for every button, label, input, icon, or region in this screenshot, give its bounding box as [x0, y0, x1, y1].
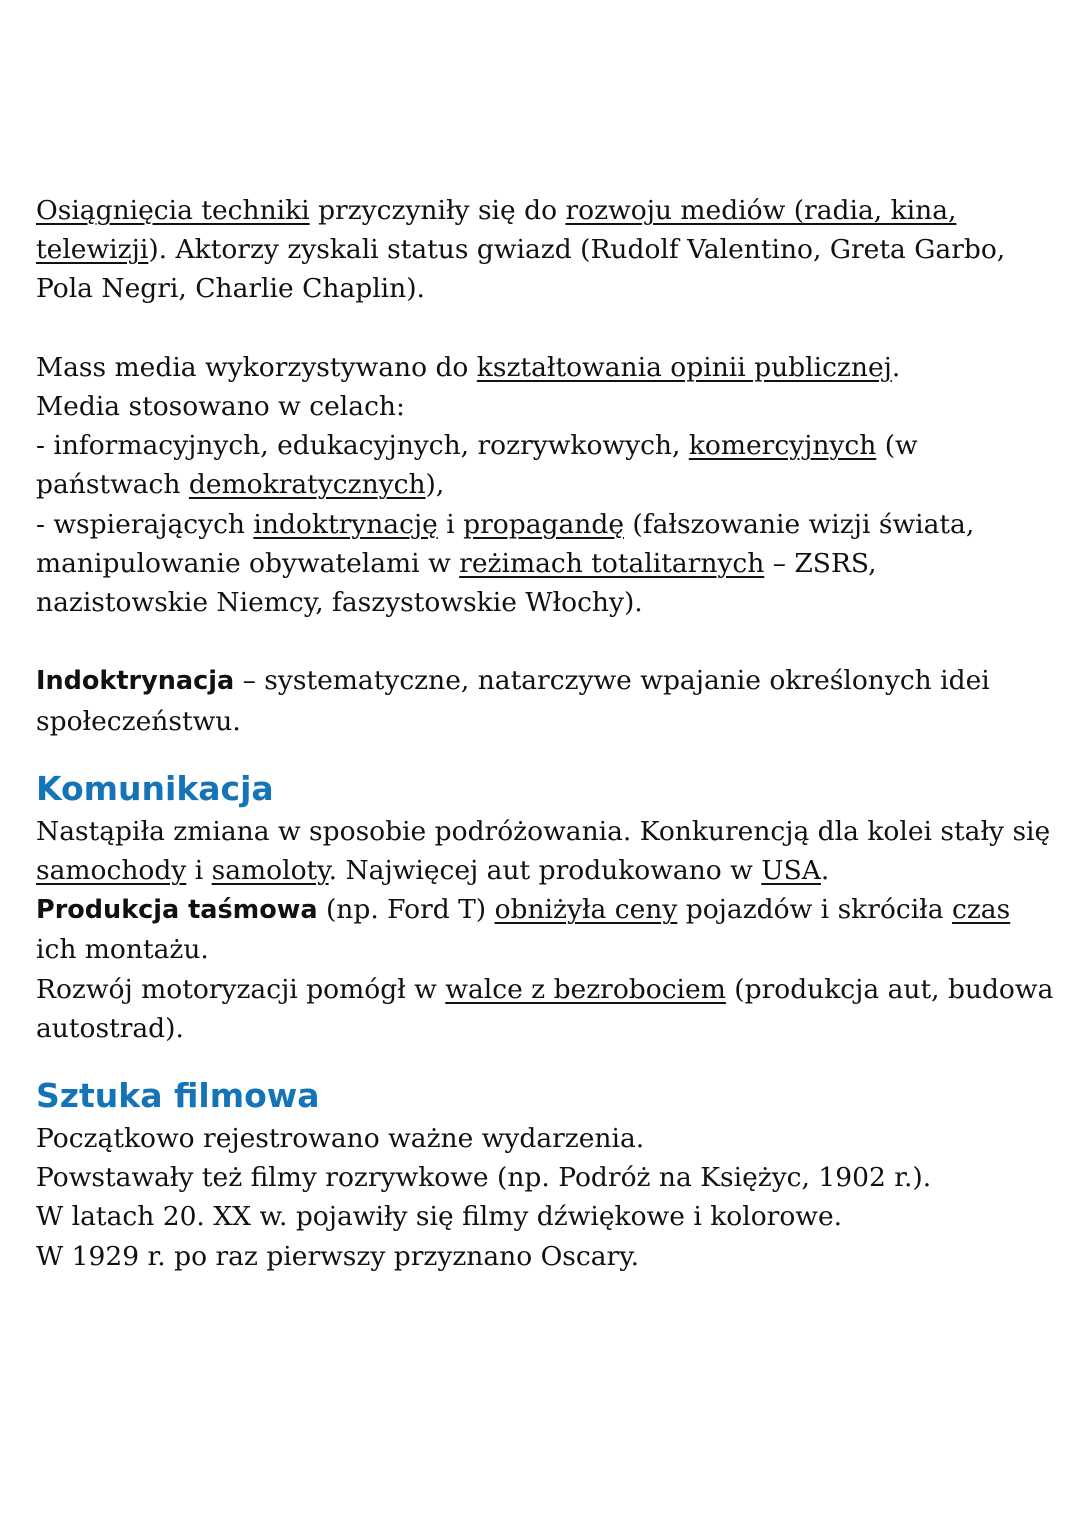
text-run: ), — [425, 469, 445, 501]
underlined-term: USA — [761, 855, 821, 887]
underlined-term: propagandę — [463, 508, 624, 540]
text-run: (w państwach — [36, 430, 918, 501]
text-run: – ZSRS, nazistowskie Niemcy, faszystowskie Włochy). — [36, 547, 877, 619]
definition-indoktrynacja — [36, 661, 1056, 740]
underlined-term: samoloty — [211, 855, 329, 887]
bold-term: Produkcja taśmowa — [36, 895, 318, 926]
text-line: W 1929 r. po raz pierwszy przyznano Oscary. — [36, 1240, 640, 1272]
underlined-term: Osiągnięcia techniki — [36, 195, 310, 226]
text-line: Powstawały też filmy rozrywkowe (np. Podróż na Księżyc, 1902 r.). — [36, 1162, 932, 1194]
film-paragraph — [36, 1119, 1056, 1276]
text-run: (produkcja aut, budowa autostrad). — [36, 973, 1054, 1044]
text-line: Początkowo rejestrowano ważne wydarzenia. — [36, 1123, 645, 1155]
text-run: pojazdów i skróciła — [677, 894, 952, 926]
text-run: Mass media wykorzystywano do — [36, 351, 477, 383]
underlined-term: reżimach totalitarnych — [459, 547, 765, 579]
media-paragraph-1 — [36, 191, 1056, 309]
text-run: Media stosowano w celach: — [36, 391, 405, 422]
text-run: i — [437, 508, 464, 540]
underlined-term: indoktrynację — [253, 508, 438, 540]
text-run: Rozwój motoryzacji pomógł w — [36, 973, 446, 1005]
text-run: przyczyniły się do — [309, 195, 566, 226]
document-page — [36, 191, 1056, 1276]
paragraph-gap — [36, 741, 1056, 766]
bold-term: Indoktrynacja — [36, 666, 235, 697]
text-run: - informacyjnych, edukacyjnych, rozrywkowych, — [36, 430, 689, 462]
paragraph-gap — [36, 309, 1056, 348]
text-run: (np. Ford T) — [317, 894, 495, 926]
underlined-term: samochody — [36, 855, 187, 887]
text-run: – systematyczne, natarczywe wpajanie określonych idei społeczeństwu. — [36, 665, 990, 737]
underlined-term: kształtowania opinii publicznej — [476, 351, 892, 383]
text-run: . — [820, 855, 830, 887]
paragraph-gap — [36, 1048, 1056, 1073]
text-run: (fałszowanie wizji świata, manipulowanie obywatelami w — [36, 508, 975, 579]
media-paragraph-2 — [36, 348, 1056, 622]
underlined-term: rozwoju mediów (radia, kina, telewizji — [36, 195, 957, 266]
text-run: Nastąpiła zmiana w sposobie podróżowania. Konkurencją dla kolei stały się — [36, 815, 1051, 847]
text-run: . — [891, 351, 901, 383]
underlined-term: demokratycznych — [188, 469, 426, 501]
paragraph-gap — [36, 622, 1056, 661]
underlined-term: walce z bezrobociem — [445, 973, 726, 1005]
text-run: - wspierających — [36, 508, 254, 540]
text-run: ). Aktorzy zyskali status gwiazd (Rudolf Valentino, Greta Garbo, Pola Negri, Charlie Chaplin). — [36, 234, 1006, 305]
underlined-term: czas — [952, 894, 1011, 926]
text-run: . Najwięcej aut produkowano w — [328, 855, 762, 887]
text-run: i — [186, 855, 212, 887]
komunikacja-paragraph — [36, 812, 1056, 1048]
text-run: ich montażu. — [36, 934, 209, 966]
heading-sztuka-filmowa: Sztuka filmowa — [36, 1076, 320, 1116]
heading-komunikacja: Komunikacja — [36, 768, 274, 808]
underlined-term: komercyjnych — [688, 430, 877, 462]
underlined-term: obniżyła ceny — [494, 894, 678, 926]
text-line: W latach 20. XX w. pojawiły się filmy dźwiękowe i kolorowe. — [36, 1201, 843, 1233]
